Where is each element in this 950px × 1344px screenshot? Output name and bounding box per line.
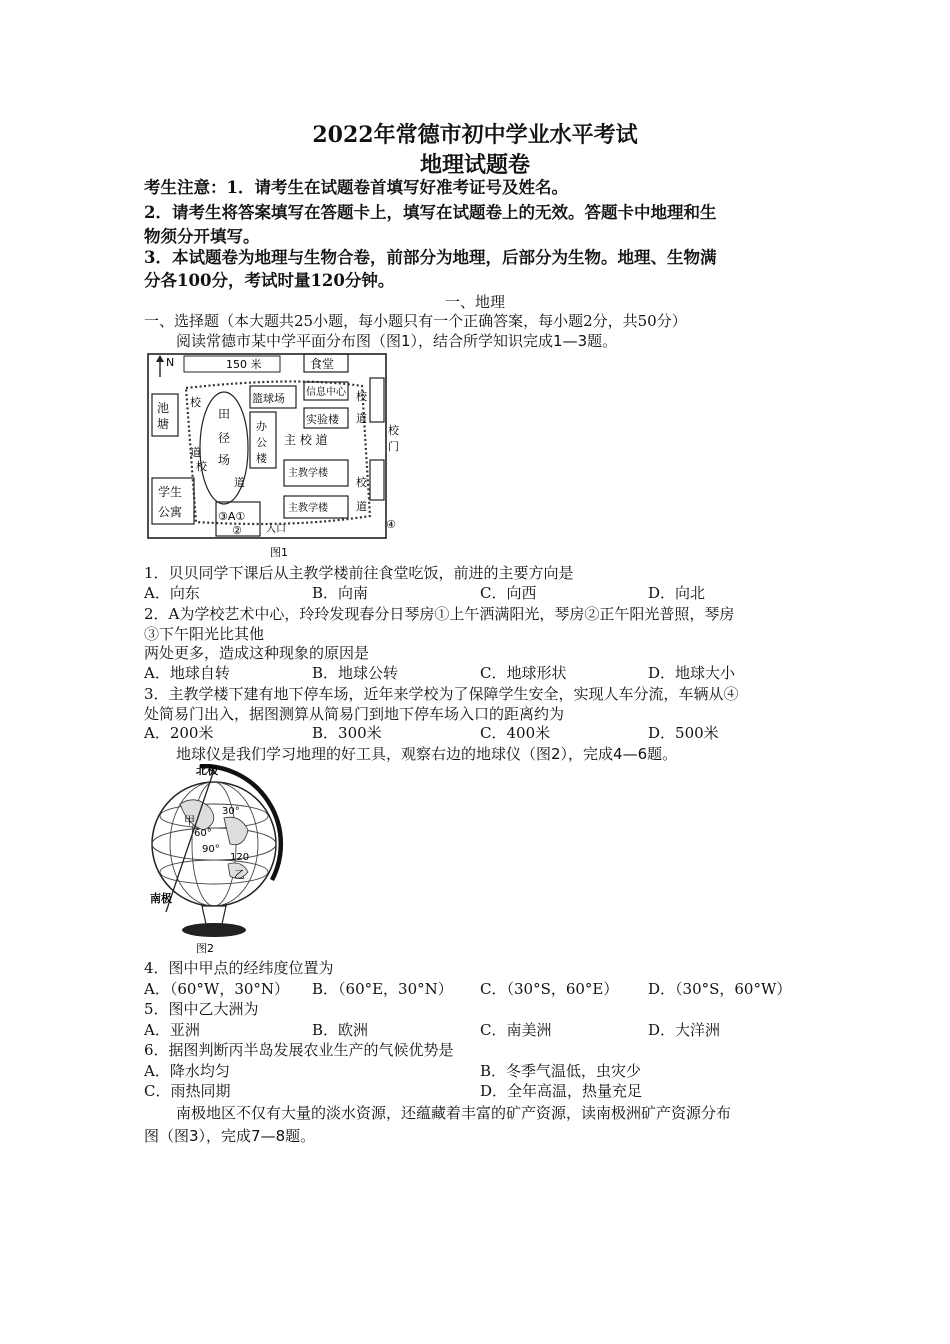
intro-1: 阅读常德市某中学平面分布图（图1），结合所学知识完成1—3题。 [176,332,618,350]
track-label-2: 径 [218,431,231,445]
q4-stem: 4．图中甲点的经纬度位置为 [144,959,334,977]
q1-option-d[interactable]: D．向北 [648,584,706,602]
canteen-label: 食堂 [310,357,335,371]
q3-option-a[interactable]: A．200米 [144,724,214,742]
road-label-east-3: 校 [356,476,367,489]
east-building-south [370,460,384,500]
q4-option-d[interactable]: D．（30°S，60°W） [648,980,792,998]
track-label-3: 场 [218,453,231,467]
north-arrow-icon [156,355,164,362]
q5-option-b[interactable]: B．欧洲 [312,1021,369,1039]
continent-yi-label: 乙 [234,868,245,881]
globe-stand-base [182,923,246,937]
q6-option-d[interactable]: D．全年高温，热量充足 [480,1082,643,1100]
q2-option-a[interactable]: A．地球自转 [144,664,230,682]
notice-line-5: 分各100分，考试时量120分钟。 [144,271,395,290]
dormitory-label-2: 公寓 [158,505,183,519]
main-building-2-label: 主教学楼 [288,503,328,514]
south-pole-label: 南极 [150,892,172,905]
q4-option-c[interactable]: C．（30°S，60°E） [480,980,619,998]
road-label-west-2: 道 [190,446,201,459]
figure-1-caption: 图1 [270,546,288,559]
entrance-label: 入口 [266,524,286,535]
q1-option-a[interactable]: A．向东 [144,584,200,602]
dormitory-label-1: 学生 [158,485,183,499]
q2-option-b[interactable]: B．地球公转 [312,664,399,682]
continent-shape-2 [224,817,248,845]
q1-option-b[interactable]: B．向南 [312,584,369,602]
intro-3-line-1: 南极地区不仅有大量的淡水资源，还蕴藏着丰富的矿产资源，读南极洲矿产资源分布 [176,1104,732,1122]
q4-option-a[interactable]: A．（60°W，30°N） [144,980,290,998]
north-label: N [166,356,175,369]
longitude-60-label: 60° [194,828,212,839]
longitude-120-label: 120 [230,852,250,863]
q4-option-b[interactable]: B．（60°E，30°N） [312,980,453,998]
exam-title: 2022年常德市初中学业水平考试 [312,122,638,148]
notice-line-3: 物须分开填写。 [144,227,260,246]
pond-label-1: 池 [157,401,170,415]
q2-stem-2: ③下午阳光比其他 [144,625,265,643]
q1-option-c[interactable]: C．向西 [480,584,537,602]
q6-option-c[interactable]: C．雨热同期 [144,1082,231,1100]
main-building-1-label: 主教学楼 [288,468,328,479]
east-building-north [370,378,384,422]
q6-stem: 6．据图判断丙半岛发展农业生产的气候优势是 [144,1041,454,1059]
q2-option-d[interactable]: D．地球大小 [648,664,736,682]
figure-2-globe [144,764,294,956]
exam-subtitle: 地理试题卷 [419,152,530,178]
gate-label-1: 校 [388,424,399,437]
globe-stand-neck [202,906,226,924]
gate-4-label: ④ [386,518,396,531]
main-road-label: 主 校 道 [284,433,328,447]
office-label-2: 公 [256,436,267,449]
track-label-1: 田 [218,407,231,421]
office-label-1: 办 [256,420,267,433]
q3-option-d[interactable]: D．500米 [648,724,719,742]
road-label-south-1: 校 [196,460,207,473]
road-label-west: 校 [190,396,201,409]
point-jia-label: 甲 [184,814,195,827]
notice-line-4: 3．本试题卷为地理与生物合卷，前部分为地理，后部分为生物。地理、生物满 [144,248,717,267]
q2-option-c[interactable]: C．地球形状 [480,664,567,682]
q5-option-c[interactable]: C．南美洲 [480,1021,552,1039]
notice-line-2: 2．请考生将答案填写在答题卡上，填写在试题卷上的无效。答题卡中地理和生 [144,203,717,222]
intro-2: 地球仪是我们学习地理的好工具，观察右边的地球仪（图2），完成4—6题。 [176,745,678,763]
q3-option-c[interactable]: C．400米 [480,724,551,742]
basketball-label: 篮球场 [252,392,285,405]
gate-label-2: 门 [388,440,399,453]
notice-line-1: 考生注意：1．请考生在试题卷首填写好准考证号及姓名。 [144,178,568,197]
q3-option-b[interactable]: B．300米 [312,724,382,742]
scale-label: 150 米 [226,358,262,371]
q5-option-d[interactable]: D．大洋洲 [648,1021,721,1039]
road-label-east: 校 [356,390,367,403]
q6-option-a[interactable]: A．降水均匀 [144,1062,230,1080]
road-label-south-2: 道 [234,476,245,489]
section-part: 一、地理 [444,293,505,311]
q2-stem-1: 2．A为学校艺术中心，玲玲发现春分日琴房①上午洒满阳光，琴房②正午阳光普照，琴房 [144,605,735,623]
intro-3-line-2: 图（图3），完成7—8题。 [144,1127,316,1145]
q1-stem: 1．贝贝同学下课后从主教学楼前往食堂吃饭，前进的主要方向是 [144,564,574,582]
figure-2-caption: 图2 [196,942,214,955]
q2-stem-3: 两处更多，造成这种现象的原因是 [144,644,370,662]
section-instructions: 一、选择题（本大题共25小题，每小题只有一个正确答案，每小题2分，共50分） [144,312,687,330]
latitude-30-label: 30° [222,806,240,817]
pond-label-2: 塘 [157,417,170,431]
lab-label: 实验楼 [306,413,339,426]
north-pole-label: 北极 [196,764,218,777]
art-center-label: ③A① [218,510,246,523]
q6-option-b[interactable]: B．冬季气温低，虫灾少 [480,1062,642,1080]
q5-stem: 5．图中乙大洲为 [144,1000,259,1018]
room-2-label: ② [232,524,242,537]
info-center-label: 信息中心 [306,387,346,398]
q3-stem-1: 3．主教学楼下建有地下停车场，近年来学校为了保障学生安全，实现人车分流，车辆从④ [144,685,739,703]
road-label-east-4: 道 [356,500,367,513]
longitude-90-label: 90° [202,844,220,855]
road-label-east-2: 道 [356,412,367,425]
office-label-3: 楼 [256,452,267,465]
figure-1-school-map [144,352,406,560]
q5-option-a[interactable]: A．亚洲 [144,1021,200,1039]
q3-stem-2: 处简易门出入，据图测算从简易门到地下停车场入口的距离约为 [144,705,565,723]
